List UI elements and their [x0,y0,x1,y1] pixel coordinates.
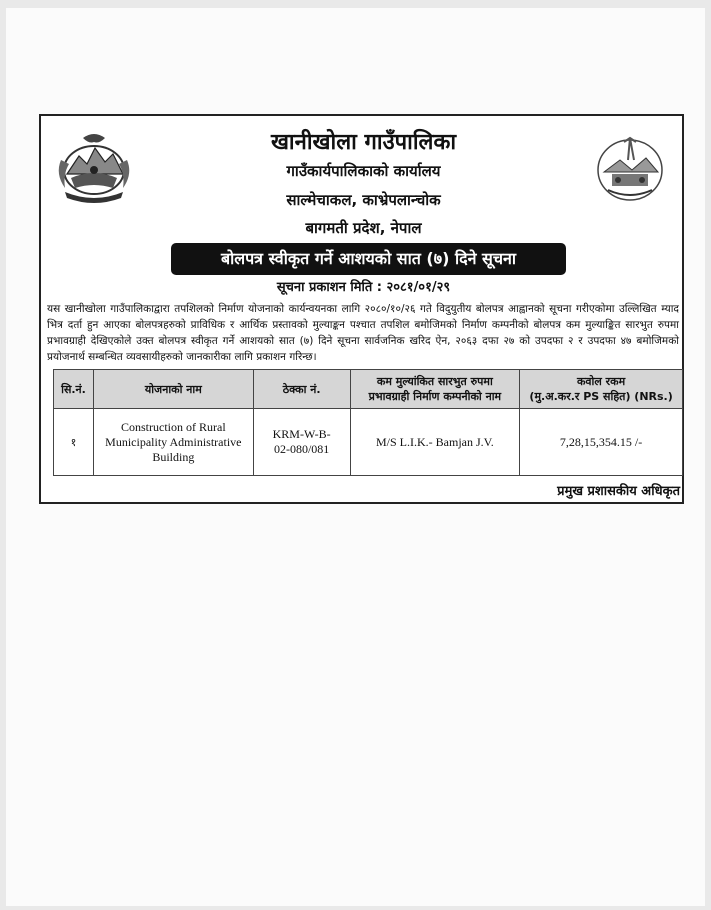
cell-sn: १ [54,409,94,476]
bid-table [53,369,683,476]
notice-box [39,114,684,504]
bidder-header-line1: कम मुल्यांकित सारभुत रुपमा [376,375,493,388]
cell-bidder: M/S L.I.K.- Bamjan J.V. [350,409,520,476]
address-line: साल्मेचाकल, काभ्रेपलान्चोक [286,191,441,209]
publish-date: सूचना प्रकाशन मिति : २०८१/०१/२९ [276,280,451,295]
project-line: Building [152,449,195,464]
municipality-title: खानीखोला गाउँपालिका [270,130,457,155]
project-line: Municipality Administrative [105,434,242,449]
province-line: बागमती प्रदेश, नेपाल [305,219,422,237]
municipality-logo-icon [590,130,670,206]
amount-header-line2: (मु.अ.कर.र PS सहित) (NRs.) [529,390,673,403]
contract-line: KRM-W-B- [272,427,331,441]
notice-body-text: यस खानीखोला गाउँपालिकाद्वारा तपशिलको निर्माण योजनाको कार्यन्वयनका लागि २०८०/१०/२६ गते विदुयुतीय बोलपत्र आह्वानको सूचना गरीएकोमा उल्लिखित म्याद भित्र दर्ता हुन आएका बोलपत्रहरुको प्राविधिक र आर्थिक प्रस्तावको मुल्याङ्कन पश्चात तपशिल बमोजिमको निर्माण कम्पनीको बोलपत्र कम मुल्याङ्कित सारभुत रुपमा प्रभावग्राही देखिएकोले उक्त बोलपत्र स्वीकृत गर्ने आशयको सात (७) दिने सूचना सार्वजनिक खरिद ऐन, २०६३ दफा २७ को उपदफा २ र उपदफा ४७ बमोजिमको प्रयोजनार्थ सम्बन्धित व्यवसायीहरुको जानकारीका लागि प्रकाशन गरिन्छ। [47,303,679,363]
col-header-project: योजनाको नाम [93,370,253,409]
col-header-bidder [350,370,520,409]
col-header-amount [520,370,683,409]
col-header-contract: ठेक्का नं. [253,370,350,409]
amount-header-line1: कवोल रकम [576,375,626,388]
col-header-sn: सि.नं. [54,370,94,409]
contract-line: 02-080/081 [273,442,330,456]
cell-project [93,409,253,476]
table-header-row [54,370,683,409]
bidder-header-line2: प्रभावग्राही निर्माण कम्पनीको नाम [368,390,502,403]
project-line: Construction of Rural [121,419,226,434]
office-name: गाउँकार्यपालिकाको कार्यालय [286,162,441,180]
cell-contract [253,409,350,476]
table-row [54,409,683,476]
signatory-title: प्रमुख प्रशासकीय अधिकृत [557,484,680,499]
notice-title-banner: बोलपत्र स्वीकृत गर्ने आशयको सात (७) दिने सूचना [171,243,566,275]
page [6,8,705,906]
cell-amount: 7,28,15,354.15 /- [520,409,683,476]
nepal-emblem-icon [53,130,135,206]
